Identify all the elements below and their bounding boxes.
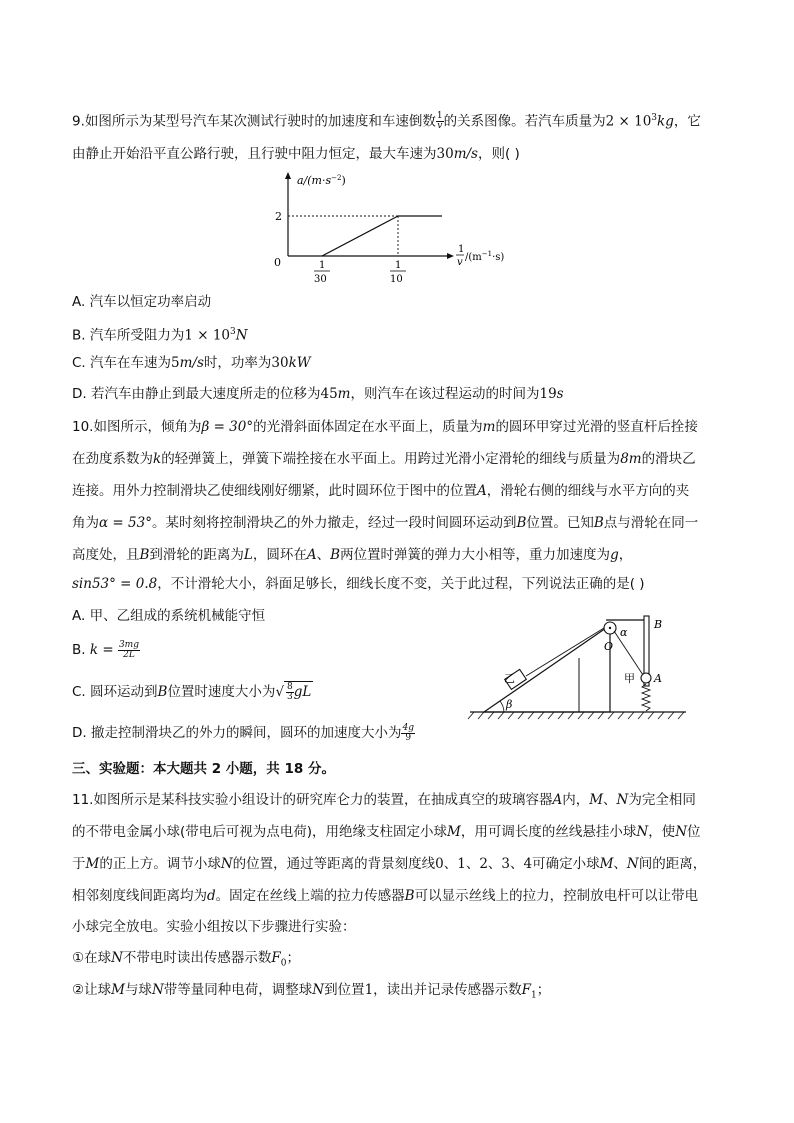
q9-x-tick2-num: 1 xyxy=(395,260,402,271)
q9-y-label: $a/(m\cdot s^{-2})$ xyxy=(297,174,346,187)
q9-y-arrow xyxy=(285,172,291,179)
q9-inverse-v-fraction: $\frac{1}{v}$ xyxy=(436,111,443,131)
q11-line-2: 的不带电金属小球(带电后可视为点电荷)，用绝缘支柱固定小球M，用可调长度的丝线悬挂小球N，使N位 xyxy=(72,824,701,840)
section-3-heading: 三、实验题：本大题共 2 小题，共 18 分。 xyxy=(72,761,335,777)
q9-max-speed: 30 xyxy=(436,146,454,162)
label-jia: 甲 xyxy=(624,672,635,685)
q11-step-1: ①在球N不带电时读出传感器示数$F_0$； xyxy=(72,950,301,969)
q10-option-c: C. 圆环运动到B位置时速度大小为√ $\frac{8}{3}$ gL xyxy=(72,681,312,702)
q10-line-1: 10.如图所示，倾角为β = 30°的光滑斜面体固定在水平面上，质量为m的圆环甲穿过光滑的竖直杆后拴接 xyxy=(72,419,698,435)
q9-y-tick-2: 2 xyxy=(275,210,282,223)
q9-text: 9.如图所示为某型号汽车某次测试行驶时的加速度和车速倒数 xyxy=(72,113,436,130)
q10-line-3: 连接。用外力控制滑块乙使细线刚好绷紧，此时圆环位于图中的位置A，滑轮右侧的细线与水平方向的夹 xyxy=(72,483,690,499)
q11-line-5: 小球完全放电。实验小组按以下步骤进行实验： xyxy=(72,919,356,935)
q10-option-b: B. k = $\frac{3mg}{2L}$ xyxy=(72,639,139,660)
q9-origin-label: 0 xyxy=(274,256,281,269)
q9-option-a: A. 汽车以恒定功率启动 xyxy=(72,294,212,310)
incline-body xyxy=(484,628,610,712)
q9-option-b: B. 汽车所受阻力为$1 \times 10^3N$ xyxy=(72,327,248,344)
q10-optB-fraction: $\frac{3mg}{2L}$ xyxy=(118,639,139,660)
spring xyxy=(642,684,650,711)
q9-text: 的关系图像。若汽车质量为 xyxy=(443,113,606,130)
q9-option-c: C. 汽车在车速为5m/s时，功率为30kW xyxy=(72,355,311,371)
label-yi: 乙 xyxy=(504,672,515,685)
q9-x-tick1-num: 1 xyxy=(319,260,326,271)
q9-mass: 2 × 10 xyxy=(605,113,652,130)
q11-line-3: 于M的正上方。调节小球N的位置，通过等距离的背景刻度线0、1、2、3、4可确定小球M、N间的距离， xyxy=(72,856,707,872)
q9-x-label-unit: $/(m^{-1}\cdot s)$ xyxy=(465,250,505,263)
q10-incline-figure xyxy=(464,606,689,724)
q10-line-4: 角为α = 53°。某时刻将控制滑块乙的外力撤走，经过一段时间圆环运动到B位置。已知B点与滑轮在同一 xyxy=(72,515,699,531)
q9-slope-line xyxy=(322,216,398,256)
q9-option-d: D. 若汽车由静止到最大速度所走的位移为45m，则汽车在该过程运动的时间为19s xyxy=(72,386,564,402)
q11-line-1: 11.如图所示是某科技实验小组设计的研究库仑力的装置，在抽成真空的玻璃容器A内，M、N为完全相同 xyxy=(72,792,696,808)
label-alpha: α xyxy=(620,626,628,639)
ring-jia xyxy=(641,673,651,683)
label-beta: β xyxy=(506,698,513,711)
label-O: O xyxy=(604,640,614,653)
ground-hatching xyxy=(468,712,684,719)
sqrt-sign: √ xyxy=(275,684,285,700)
q9-x-arrow xyxy=(447,253,454,259)
label-B: B xyxy=(654,618,663,631)
q10-line-6: sin53° = 0.8，不计滑轮大小，斜面足够长，细线长度不变，关于此过程，下列说法正确的是( ) xyxy=(72,576,645,592)
q9-line-2: 由静止开始沿平直公路行驶，且行驶中阻力恒定，最大车速为30m/s，则( ) xyxy=(72,146,520,162)
q10-optD-fraction: $\frac{4g}{9}$ xyxy=(402,722,414,743)
q11-line-4: 相邻刻度线间距离均为d。固定在丝线上端的拉力传感器B可以显示丝线上的拉力，控制放电杆可以让带电 xyxy=(72,888,699,904)
q10-option-d: D. 撤走控制滑块乙的外力的瞬间，圆环的加速度大小为 $\frac{4g}{9}$ xyxy=(72,722,414,743)
string-left xyxy=(526,628,604,676)
q10-option-a: A. 甲、乙组成的系统机械能守恒 xyxy=(72,608,266,624)
q10-line-2: 在劲度系数为k的轻弹簧上，弹簧下端拴接在水平面上。用跨过光滑小定滑轮的细线与质量为8m的滑块乙 xyxy=(72,451,696,467)
label-A: A xyxy=(654,672,662,685)
string-right xyxy=(614,631,645,678)
q9-acceleration-graph xyxy=(270,168,530,288)
q9-x-label-den: v xyxy=(457,257,463,268)
q9-x-label-num: 1 xyxy=(458,244,465,255)
q10-line-5: 高度处，且B到滑轮的距离为L，圆环在A、B两位置时弹簧的弹力大小相等，重力加速度为g， xyxy=(72,547,633,563)
q9-x-tick1-den: 30 xyxy=(314,274,327,285)
q11-step-2: ②让球M与球N带等量同种电荷，调整球N到位置1，读出并记录传感器示数$F_1$； xyxy=(72,982,551,1001)
q9-x-tick2-den: 10 xyxy=(390,274,403,285)
q9-line-1: 9.如图所示为某型号汽车某次测试行驶时的加速度和车速倒数 $\frac{1}{v}$ 的关系图像。若汽车质量为$2 \times 10^3kg$，它 xyxy=(72,111,701,131)
